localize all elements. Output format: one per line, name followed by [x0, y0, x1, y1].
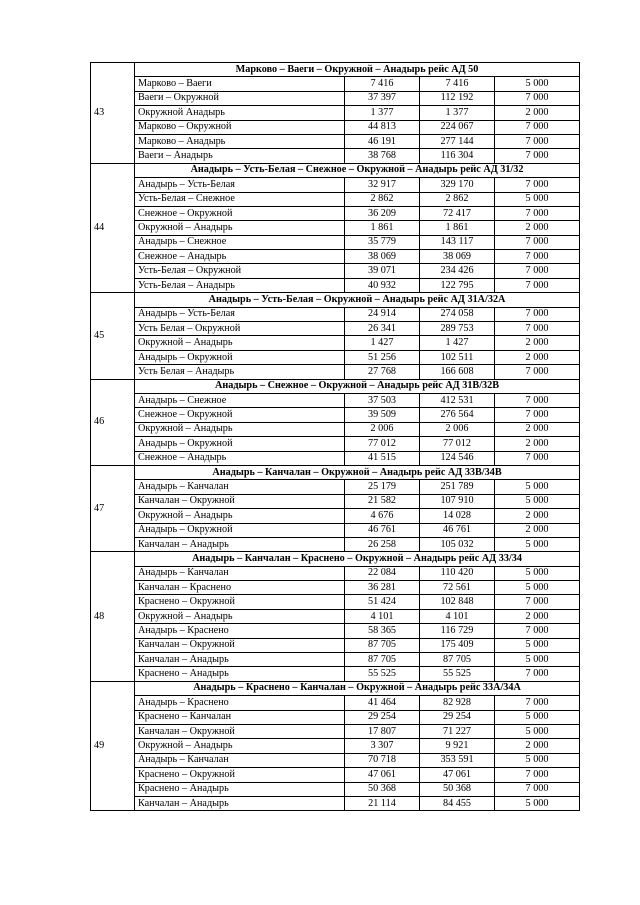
table-row: [91, 307, 580, 321]
segment-value-c: 2 000: [495, 437, 580, 451]
segment-name: Канчалан – Анадырь: [135, 537, 345, 551]
route-number: 46: [91, 379, 135, 465]
segment-value-a: 2 006: [345, 422, 420, 436]
segment-value-a: 41 515: [345, 451, 420, 465]
segment-value-b: 84 455: [420, 796, 495, 810]
segment-value-a: 50 368: [345, 782, 420, 796]
segment-value-a: 77 012: [345, 437, 420, 451]
segment-value-b: 116 729: [420, 624, 495, 638]
segment-value-c: 5 000: [495, 192, 580, 206]
route-number: 43: [91, 63, 135, 164]
segment-value-a: 44 813: [345, 120, 420, 134]
segment-value-c: 7 000: [495, 408, 580, 422]
segment-value-c: 7 000: [495, 322, 580, 336]
segment-value-b: 107 910: [420, 494, 495, 508]
segment-name: Канчалан – Окружной: [135, 724, 345, 738]
route-title: Анадырь – Усть-Белая – Окружной – Анадырь рейс АД 31А/32А: [135, 293, 580, 307]
group-header-row: [91, 465, 580, 479]
segment-value-a: 27 768: [345, 365, 420, 379]
segment-value-c: 7 000: [495, 782, 580, 796]
segment-value-b: 46 761: [420, 523, 495, 537]
table-row: [91, 796, 580, 810]
route-number: 48: [91, 552, 135, 682]
segment-value-c: 2 000: [495, 221, 580, 235]
segment-value-a: 55 525: [345, 667, 420, 681]
segment-value-b: 122 795: [420, 278, 495, 292]
segment-name: Канчалан – Окружной: [135, 494, 345, 508]
segment-name: Окружной – Анадырь: [135, 221, 345, 235]
segment-value-b: 71 227: [420, 724, 495, 738]
segment-name: Снежное – Анадырь: [135, 250, 345, 264]
table-row: [91, 494, 580, 508]
segment-value-a: 1 377: [345, 106, 420, 120]
segment-value-b: 105 032: [420, 537, 495, 551]
segment-value-c: 7 000: [495, 134, 580, 148]
segment-value-b: 14 028: [420, 509, 495, 523]
table-row: [91, 235, 580, 249]
segment-name: Окружной Анадырь: [135, 106, 345, 120]
segment-value-a: 2 862: [345, 192, 420, 206]
segment-name: Окружной – Анадырь: [135, 509, 345, 523]
segment-value-a: 37 503: [345, 393, 420, 407]
segment-name: Анадырь – Окружной: [135, 437, 345, 451]
segment-value-c: 7 000: [495, 595, 580, 609]
segment-value-b: 4 101: [420, 609, 495, 623]
segment-value-c: 5 000: [495, 480, 580, 494]
route-number: 49: [91, 681, 135, 811]
group-header-row: [91, 379, 580, 393]
segment-value-b: 29 254: [420, 710, 495, 724]
segment-value-b: 329 170: [420, 178, 495, 192]
segment-value-b: 143 117: [420, 235, 495, 249]
segment-value-a: 32 917: [345, 178, 420, 192]
segment-name: Анадырь – Краснено: [135, 696, 345, 710]
segment-name: Анадырь – Канчалан: [135, 480, 345, 494]
segment-name: Усть Белая – Окружной: [135, 322, 345, 336]
segment-value-a: 22 084: [345, 566, 420, 580]
segment-value-c: 7 000: [495, 178, 580, 192]
table-row: [91, 696, 580, 710]
table-row: [91, 595, 580, 609]
table-row: [91, 77, 580, 91]
segment-value-a: 4 101: [345, 609, 420, 623]
segment-value-c: 7 000: [495, 365, 580, 379]
group-header-row: [91, 293, 580, 307]
segment-value-a: 26 341: [345, 322, 420, 336]
route-title: Анадырь – Снежное – Окружной – Анадырь рейс АД 31В/32В: [135, 379, 580, 393]
segment-value-b: 102 511: [420, 350, 495, 364]
segment-value-a: 70 718: [345, 753, 420, 767]
segment-value-b: 234 426: [420, 264, 495, 278]
segment-value-a: 40 932: [345, 278, 420, 292]
segment-value-c: 7 000: [495, 250, 580, 264]
table-row: [91, 408, 580, 422]
segment-value-a: 21 114: [345, 796, 420, 810]
table-row: [91, 134, 580, 148]
segment-value-b: 38 069: [420, 250, 495, 264]
segment-value-b: 102 848: [420, 595, 495, 609]
table-row: [91, 537, 580, 551]
table-row: [91, 523, 580, 537]
table-row: [91, 336, 580, 350]
segment-value-b: 72 417: [420, 206, 495, 220]
segment-value-a: 51 424: [345, 595, 420, 609]
segment-value-b: 2 862: [420, 192, 495, 206]
segment-value-c: 5 000: [495, 753, 580, 767]
segment-name: Анадырь – Канчалан: [135, 566, 345, 580]
segment-value-b: 1 861: [420, 221, 495, 235]
segment-value-c: 5 000: [495, 494, 580, 508]
table-row: [91, 653, 580, 667]
table-row: [91, 192, 580, 206]
segment-name: Анадырь – Усть-Белая: [135, 178, 345, 192]
segment-name: Снежное – Анадырь: [135, 451, 345, 465]
segment-name: Усть Белая – Анадырь: [135, 365, 345, 379]
segment-name: Анадырь – Снежное: [135, 393, 345, 407]
segment-value-a: 38 768: [345, 149, 420, 163]
segment-value-c: 7 000: [495, 624, 580, 638]
segment-value-c: 5 000: [495, 537, 580, 551]
segment-value-a: 39 509: [345, 408, 420, 422]
segment-value-a: 36 281: [345, 581, 420, 595]
segment-name: Канчалан – Анадырь: [135, 796, 345, 810]
segment-value-a: 38 069: [345, 250, 420, 264]
table-row: [91, 221, 580, 235]
table-row: [91, 250, 580, 264]
route-number: 45: [91, 293, 135, 379]
table-row: [91, 753, 580, 767]
segment-name: Усть-Белая – Снежное: [135, 192, 345, 206]
segment-value-b: 2 006: [420, 422, 495, 436]
segment-value-a: 25 179: [345, 480, 420, 494]
segment-value-c: 5 000: [495, 638, 580, 652]
segment-value-c: 2 000: [495, 106, 580, 120]
segment-name: Анадырь – Усть-Белая: [135, 307, 345, 321]
segment-value-c: 2 000: [495, 739, 580, 753]
segment-value-a: 3 307: [345, 739, 420, 753]
segment-value-c: 5 000: [495, 653, 580, 667]
segment-name: Ваеги – Анадырь: [135, 149, 345, 163]
group-header-row: [91, 552, 580, 566]
segment-name: Краснено – Анадырь: [135, 667, 345, 681]
segment-name: Усть-Белая – Анадырь: [135, 278, 345, 292]
segment-value-a: 1 427: [345, 336, 420, 350]
segment-value-b: 77 012: [420, 437, 495, 451]
segment-name: Краснено – Канчалан: [135, 710, 345, 724]
group-header-row: [91, 163, 580, 177]
segment-name: Окружной – Анадырь: [135, 609, 345, 623]
table-row: [91, 451, 580, 465]
segment-value-b: 47 061: [420, 768, 495, 782]
segment-value-a: 47 061: [345, 768, 420, 782]
segment-name: Краснено – Окружной: [135, 595, 345, 609]
segment-value-b: 353 591: [420, 753, 495, 767]
table-row: [91, 581, 580, 595]
segment-value-b: 251 789: [420, 480, 495, 494]
table-row: [91, 509, 580, 523]
segment-value-b: 72 561: [420, 581, 495, 595]
segment-name: Анадырь – Канчалан: [135, 753, 345, 767]
segment-value-b: 224 067: [420, 120, 495, 134]
route-number: 44: [91, 163, 135, 293]
segment-value-b: 87 705: [420, 653, 495, 667]
segment-name: Анадырь – Окружной: [135, 350, 345, 364]
segment-value-c: 2 000: [495, 350, 580, 364]
segment-name: Снежное – Окружной: [135, 408, 345, 422]
route-number: 47: [91, 465, 135, 551]
segment-value-b: 116 304: [420, 149, 495, 163]
table-row: [91, 278, 580, 292]
segment-value-a: 17 807: [345, 724, 420, 738]
segment-value-c: 7 000: [495, 667, 580, 681]
segment-value-c: 2 000: [495, 336, 580, 350]
segment-value-c: 2 000: [495, 422, 580, 436]
segment-name: Анадырь – Краснено: [135, 624, 345, 638]
segment-value-c: 7 000: [495, 307, 580, 321]
segment-value-c: 5 000: [495, 581, 580, 595]
segment-value-b: 277 144: [420, 134, 495, 148]
table-row: [91, 120, 580, 134]
table-row: [91, 206, 580, 220]
segment-value-c: 7 000: [495, 206, 580, 220]
segment-value-b: 55 525: [420, 667, 495, 681]
segment-value-a: 36 209: [345, 206, 420, 220]
segment-value-b: 289 753: [420, 322, 495, 336]
table-row: [91, 365, 580, 379]
segment-name: Снежное – Окружной: [135, 206, 345, 220]
table-row: [91, 710, 580, 724]
segment-value-c: 7 000: [495, 264, 580, 278]
segment-value-c: 7 000: [495, 768, 580, 782]
segment-name: Анадырь – Снежное: [135, 235, 345, 249]
segment-value-c: 7 000: [495, 91, 580, 105]
route-title: Анадырь – Краснено – Канчалан – Окружной – Анадырь рейс 33А/34А: [135, 681, 580, 695]
segment-value-b: 124 546: [420, 451, 495, 465]
route-fares-table: [90, 62, 580, 811]
segment-value-a: 41 464: [345, 696, 420, 710]
route-title: Анадырь – Канчалан – Окружной – Анадырь рейс АД 33В/34В: [135, 465, 580, 479]
segment-value-b: 274 058: [420, 307, 495, 321]
table-row: [91, 638, 580, 652]
segment-value-a: 24 914: [345, 307, 420, 321]
segment-value-b: 1 377: [420, 106, 495, 120]
segment-name: Канчалан – Анадырь: [135, 653, 345, 667]
segment-value-c: 5 000: [495, 710, 580, 724]
segment-value-a: 46 191: [345, 134, 420, 148]
segment-value-c: 7 000: [495, 120, 580, 134]
segment-name: Ваеги – Окружной: [135, 91, 345, 105]
table-row: [91, 393, 580, 407]
segment-value-a: 26 258: [345, 537, 420, 551]
segment-value-b: 7 416: [420, 77, 495, 91]
segment-value-b: 276 564: [420, 408, 495, 422]
table-row: [91, 149, 580, 163]
segment-value-a: 87 705: [345, 638, 420, 652]
segment-value-c: 5 000: [495, 796, 580, 810]
segment-value-c: 7 000: [495, 278, 580, 292]
segment-value-a: 4 676: [345, 509, 420, 523]
table-row: [91, 782, 580, 796]
segment-name: Краснено – Анадырь: [135, 782, 345, 796]
segment-value-c: 7 000: [495, 451, 580, 465]
segment-name: Окружной – Анадырь: [135, 739, 345, 753]
segment-value-c: 2 000: [495, 523, 580, 537]
segment-value-b: 412 531: [420, 393, 495, 407]
table-row: [91, 609, 580, 623]
segment-value-b: 82 928: [420, 696, 495, 710]
segment-value-b: 1 427: [420, 336, 495, 350]
segment-value-b: 175 409: [420, 638, 495, 652]
segment-value-c: 2 000: [495, 509, 580, 523]
segment-value-a: 37 397: [345, 91, 420, 105]
segment-value-b: 110 420: [420, 566, 495, 580]
segment-value-a: 51 256: [345, 350, 420, 364]
table-row: [91, 768, 580, 782]
segment-name: Окружной – Анадырь: [135, 336, 345, 350]
segment-value-a: 29 254: [345, 710, 420, 724]
segment-name: Анадырь – Окружной: [135, 523, 345, 537]
table-row: [91, 264, 580, 278]
table-row: [91, 437, 580, 451]
segment-name: Окружной – Анадырь: [135, 422, 345, 436]
segment-value-a: 7 416: [345, 77, 420, 91]
segment-name: Усть-Белая – Окружной: [135, 264, 345, 278]
segment-value-c: 2 000: [495, 609, 580, 623]
table-row: [91, 724, 580, 738]
segment-value-b: 50 368: [420, 782, 495, 796]
segment-value-a: 87 705: [345, 653, 420, 667]
route-title: Анадырь – Канчалан – Краснено – Окружной – Анадырь рейс АД 33/34: [135, 552, 580, 566]
table-row: [91, 566, 580, 580]
segment-value-b: 112 192: [420, 91, 495, 105]
segment-value-a: 39 071: [345, 264, 420, 278]
table-row: [91, 422, 580, 436]
segment-value-a: 58 365: [345, 624, 420, 638]
table-row: [91, 322, 580, 336]
segment-value-b: 166 608: [420, 365, 495, 379]
segment-name: Канчалан – Окружной: [135, 638, 345, 652]
table-row: [91, 106, 580, 120]
segment-value-c: 7 000: [495, 235, 580, 249]
table-row: [91, 667, 580, 681]
table-row: [91, 350, 580, 364]
segment-value-b: 9 921: [420, 739, 495, 753]
group-header-row: [91, 681, 580, 695]
route-title: Анадырь – Усть-Белая – Снежное – Окружной – Анадырь рейс АД 31/32: [135, 163, 580, 177]
segment-name: Канчалан – Краснено: [135, 581, 345, 595]
segment-name: Краснено – Окружной: [135, 768, 345, 782]
table-row: [91, 178, 580, 192]
route-title: Марково – Ваеги – Окружной – Анадырь рейс АД 50: [135, 63, 580, 77]
group-header-row: [91, 63, 580, 77]
segment-value-c: 5 000: [495, 77, 580, 91]
segment-value-a: 21 582: [345, 494, 420, 508]
table-row: [91, 624, 580, 638]
segment-name: Марково – Анадырь: [135, 134, 345, 148]
segment-value-c: 7 000: [495, 393, 580, 407]
table-body: [91, 63, 580, 811]
segment-value-c: 5 000: [495, 724, 580, 738]
segment-name: Марково – Ваеги: [135, 77, 345, 91]
segment-value-a: 35 779: [345, 235, 420, 249]
table-row: [91, 91, 580, 105]
table-row: [91, 739, 580, 753]
segment-value-a: 46 761: [345, 523, 420, 537]
segment-value-c: 7 000: [495, 696, 580, 710]
segment-name: Марково – Окружной: [135, 120, 345, 134]
table-row: [91, 480, 580, 494]
segment-value-c: 5 000: [495, 566, 580, 580]
segment-value-c: 7 000: [495, 149, 580, 163]
segment-value-a: 1 861: [345, 221, 420, 235]
